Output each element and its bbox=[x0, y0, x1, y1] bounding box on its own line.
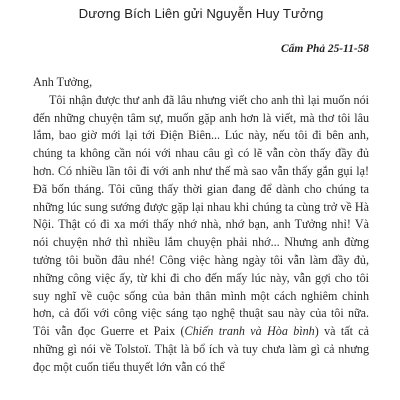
letter-body bbox=[33, 92, 369, 377]
letter-body-part-2: ) và tất cả những gì nói về Tolstoï. Thật là bổ ích và tuy chưa làm gì cả nhưng đọc một cuốn tiểu thuyết lớn vẫn có thể bbox=[33, 324, 370, 374]
letter-dateline: Cẩm Phả 25-11-58 bbox=[281, 43, 369, 55]
book-title-vietnamese: Chiến tranh và Hòa bình bbox=[184, 324, 315, 339]
letter-salutation: Anh Tưởng, bbox=[33, 75, 93, 89]
page-title: Dương Bích Liên gửi Nguyễn Huy Tưởng bbox=[78, 6, 324, 21]
letter-body-part-1: Tôi nhận được thư anh đã lâu nhưng viết cho anh thì lại muốn nói đến những chuyện tâm sự, muốn gặp anh hơn là viết, mà thơ tôi lâu lắm, bao giờ mới lại tới Điện Biên... Lúc này, nếu tôi đi bên anh, chúng ta không cần nói với nhau câu gì có lẽ vẫn còn thấy đầy đủ hơn. Có nhiều lần tôi đi với anh như thế mà sao vẫn thấy gắn gụi lạ! Đã bốn tháng. Tôi cũng thấy thời gian đang để dành cho chúng ta những lúc sung sướng được gặp lại nhau khi chúng ta cùng trở về Hà Nội. Thật có đi xa mới thấy nhớ nhà, nhớ bạn, anh Tưởng nhỉ! Và nói chuyện nhớ thì nhiều lắm chuyện phải nhớ... Nhưng anh đừng tưởng tôi buồn đâu nhé! Công việc hàng ngày tôi vẫn làm đầy đủ, những công việc ấy, từ khi đi cho đến mấy lúc này, vẫn gợi cho tôi suy nghĩ về cuộc sống của bản thân mình một cách nghiêm chỉnh hơn, cả đối với công việc sáng tạo nghệ thuật sau này của tôi nữa. Tôi vẫn đọc Guerre et Paix ( bbox=[33, 92, 369, 339]
